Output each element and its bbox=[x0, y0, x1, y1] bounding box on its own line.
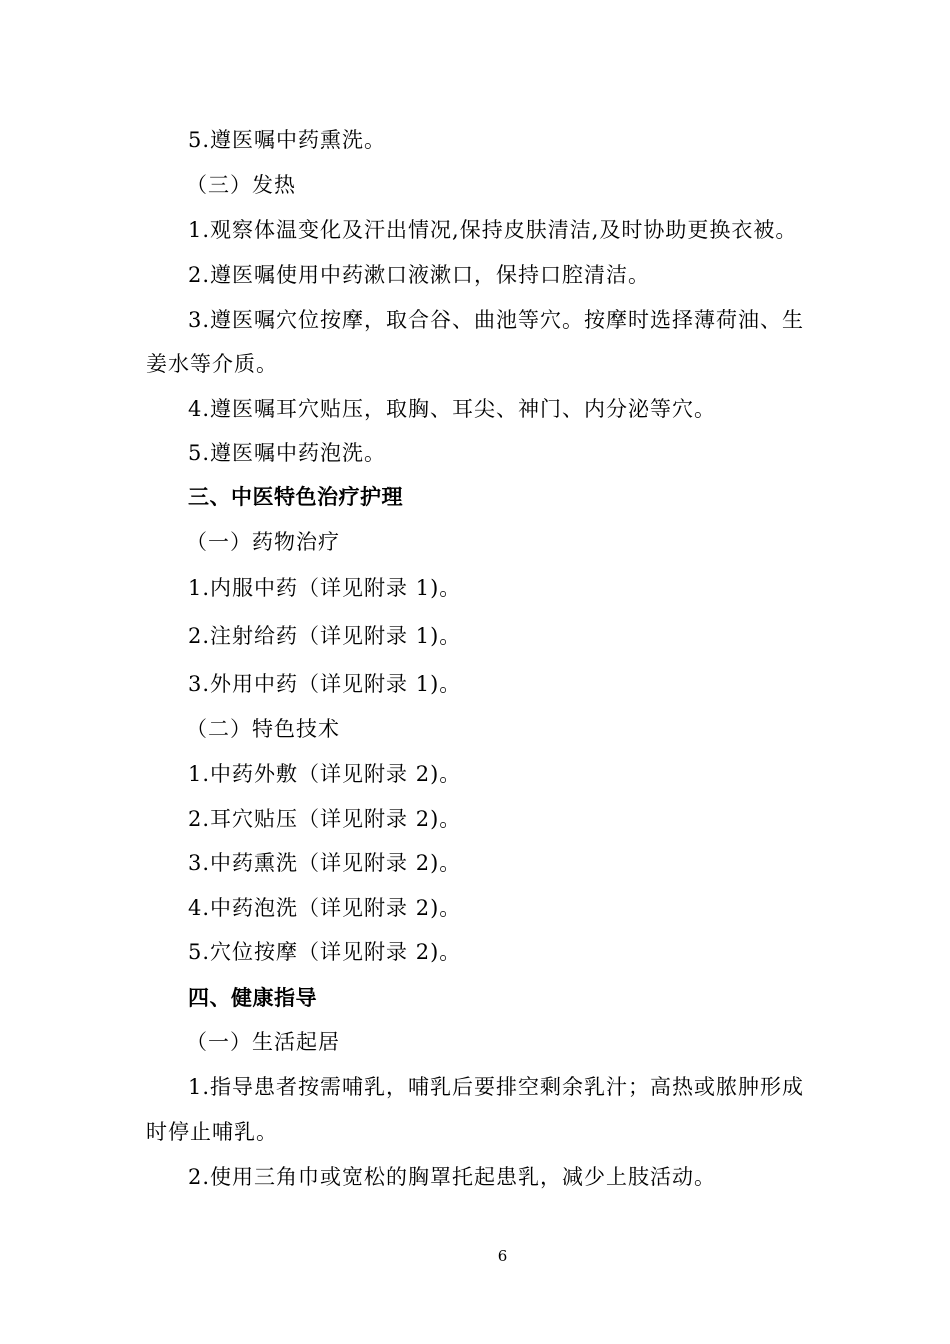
list-item: 1.指导患者按需哺乳，哺乳后要排空剩余乳汁；高热或脓肿形成 bbox=[188, 1075, 805, 1099]
list-item: 2.遵医嘱使用中药漱口液漱口，保持口腔清洁。 bbox=[188, 263, 651, 287]
list-item: 3.遵医嘱穴位按摩，取合谷、曲池等穴。按摩时选择薄荷油、生 bbox=[188, 308, 805, 332]
list-item: 5.遵医嘱中药熏洗。 bbox=[188, 128, 387, 152]
section-heading: 四、健康指导 bbox=[188, 986, 317, 1010]
list-item: 2.耳穴贴压（详见附录 2)。 bbox=[188, 807, 462, 831]
subsection-heading: （一）药物治疗 bbox=[186, 530, 340, 554]
list-item: 1.观察体温变化及汗出情况,保持皮肤清洁,及时协助更换衣被。 bbox=[188, 218, 798, 242]
section-heading: 三、中医特色治疗护理 bbox=[188, 485, 403, 509]
list-item: 4.遵医嘱耳穴贴压，取胸、耳尖、神门、内分泌等穴。 bbox=[188, 397, 717, 421]
list-item-continuation: 姜水等介质。 bbox=[146, 352, 278, 376]
list-item-continuation: 时停止哺乳。 bbox=[146, 1120, 278, 1144]
list-item: 4.中药泡洗（详见附录 2)。 bbox=[188, 896, 462, 920]
list-item: 2.注射给药（详见附录 1)。 bbox=[188, 624, 462, 648]
subsection-heading: （二）特色技术 bbox=[186, 717, 340, 741]
list-item: 5.遵医嘱中药泡洗。 bbox=[188, 441, 387, 465]
subsection-heading: （三）发热 bbox=[186, 173, 296, 197]
list-item: 3.中药熏洗（详见附录 2)。 bbox=[188, 851, 462, 875]
page-number: 6 bbox=[497, 1247, 508, 1265]
list-item: 3.外用中药（详见附录 1)。 bbox=[188, 672, 462, 696]
list-item: 1.中药外敷（详见附录 2)。 bbox=[188, 762, 462, 786]
list-item: 5.穴位按摩（详见附录 2)。 bbox=[188, 940, 462, 964]
subsection-heading: （一）生活起居 bbox=[186, 1030, 340, 1054]
list-item: 2.使用三角巾或宽松的胸罩托起患乳，减少上肢活动。 bbox=[188, 1165, 717, 1189]
list-item: 1.内服中药（详见附录 1)。 bbox=[188, 576, 462, 600]
